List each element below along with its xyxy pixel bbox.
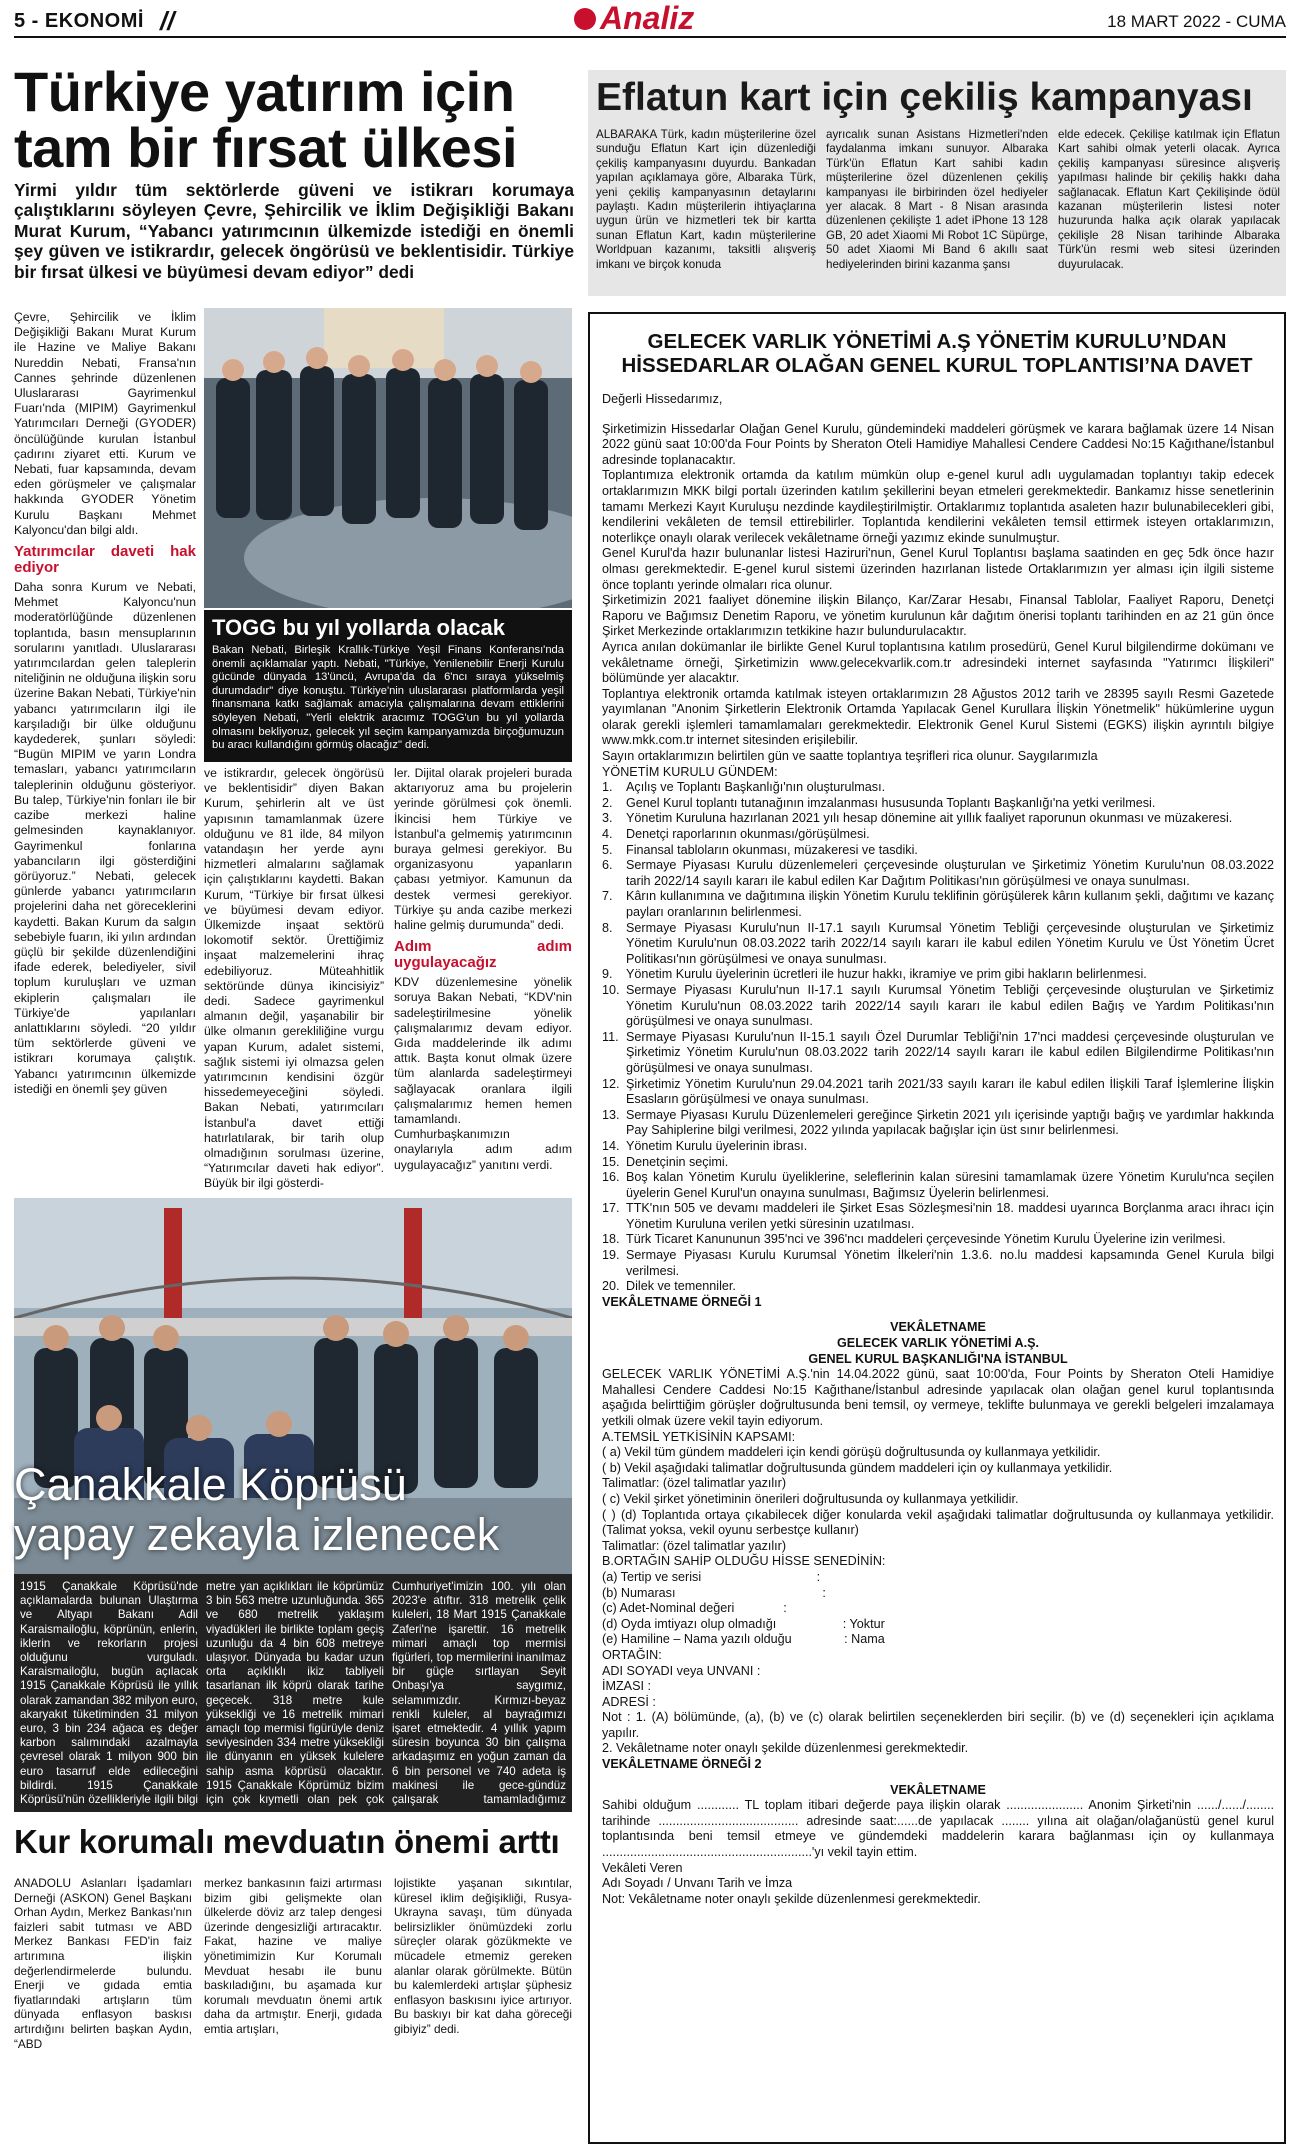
proxy-1-title: VEKÂLETNAME	[890, 1320, 986, 1335]
proxy-2-title: VEKÂLETNAME	[890, 1782, 986, 1797]
notice-paragraph: Ayrıca anılan dokümanlar ile birlikte Genel Kurul toplantısına katılım prosedürü, Genel Kurul bilgilendirme dokümanı ve vekâletname örneği, Şirketimizin www.gelecekvarlik.com.tr adresindeki internet sayfasında "Yatırımcı İlişkileri" bölümünde yer alacaktır.	[602, 639, 1274, 686]
proxy-2-line: Adı Soyadı / Unvanı Tarih ve İmza	[602, 1876, 793, 1891]
proxy-line: Talimatlar: (özel talimatlar yazılır)	[602, 1476, 787, 1491]
notice-paragraph: Genel Kurul'da hazır bulunanlar listesi Haziruri'nun, Genel Kurul Toplantısı başlama saatinden en geç 5dk önce hazır olması gerekmektedir. E-genel kurul sistemi üzerinden hazırlanan listede Ortaklarımızın yer alması için ilgili sisteme önce toplantı yerinde olmaları rica olunur.	[602, 546, 1274, 592]
proxy-line: ORTAĞIN:	[602, 1647, 662, 1662]
proxy-1-label: VEKÂLETNAME ÖRNEĞİ 1	[602, 1294, 762, 1309]
agenda-item: 16. Boş kalan Yönetim Kurulu üyeliklerine, seleflerinin kalan süresini tamamlamak üzere Yönetim Kurulu'nca seçilen üyelerin Genel Kurul'un onayına sunulması, Bağımsız Üyelerin belirlenmesi.	[602, 1170, 1274, 1200]
lead-body-3: ve istikrardır, gelecek öngörüsü ve beklentisidir” diyen Bakan Kurum, şehirlerin alt ve üst yapısının tamamlanmak üzere olduğunu ve 81 ilde, 84 milyon vatandaşın her yerde aynı hizmetleri almalarını sağlamak için çalıştıklarını kaydetti. Bakan Kurum, “Türkiye bir fırsat ülkesi ve büyümesi devam ediyor. Ülkemizde inşaat sektörü lokomotif sektör. Ürettiğimiz inşaat malzemelerini ihraç edebiliyoruz. Müteahhitlik sektöründe dünya ikincisiyiz” dedi. Sadece gayrimenkul almanın değil, yaşanabilir bir ülke olmanın gerekliliğine vurgu yapan Kurum, adalet sistemi, sağlık sistemi iyi olmazsa gelen yatırımcının kendisini özgür hissedemeyeceğini söyledi. Bakan Nebati, yatırımcıları İstanbul'a davet ettiği hatırlatılarak, bir tarih olup olmadığının sorulması üzerine, “Yatırımcılar daveti hak ediyor”. Büyük bir ilgi gösterdi-	[204, 766, 384, 1191]
agenda-item: 12. Şirketimiz Yönetim Kurulu'nun 29.04.2021 tarih 2021/33 sayılı kararı ile kabul edilen İlişkili Taraf İşlemlerine İlişkin Esasların görüşülmesi ve onaya sunulması.	[602, 1076, 1274, 1107]
proxy-2-line: Not: Vekâletname noter onaylı şekilde düzenlenmesi gerekmektedir.	[602, 1891, 981, 1906]
lead-column-1	[14, 310, 196, 1188]
section-label: 5 - EKONOMİ	[14, 10, 144, 32]
proxy-1-addressee: GENEL KURUL BAŞKANLIĞI'NA İSTANBUL	[808, 1351, 1068, 1366]
proxy-2-line: Vekâleti Veren	[602, 1860, 683, 1875]
agenda-item: 17. TTK'nın 505 ve devamı maddeleri ile Şirket Esas Sözleşmesi'nin 18. maddesi uyarınca Borçlanma aracı ihracı için Yönetim Kuruluna verilen yetki süresinin uzatılması.	[602, 1201, 1274, 1231]
lead-column-3	[394, 766, 572, 1192]
agenda-item: 10. Sermaye Piyasası Kurulu'nun II-17.1 sayılı Kurumsal Yönetim Tebliği çerçevesinde oluşturulan ve Şirketimiz Yönetim Kurulu'nun 08.03.2022 tarih 2022/14 sayılı kararı ile kabul edilen Bağış ve Yardım Politikası'nın görüşülmesi ve onaya sunulması.	[602, 982, 1274, 1029]
proxy-line: ( b) Vekil aşağıdaki talimatlar doğrultusunda gündem maddeleri için oy kullanmaya yetkilidir.	[602, 1460, 1113, 1475]
agenda-item: 20. Dilek ve temenniler.	[602, 1279, 736, 1294]
lead-subhead-2: Adım adım uygulayacağız	[394, 938, 572, 972]
ministers-photo-image	[204, 308, 572, 608]
agenda-item: 14. Yönetim Kurulu üyelerinin ibrası.	[602, 1138, 808, 1153]
notice-paragraph: Şirketimizin Hissedarlar Olağan Genel Kurulu, gündemindeki maddeleri görüşmek ve karara bağlamak üzere 14 Nisan 2022 günü saat 10:00'da Four Points by Sheraton Oteli Hamidiye Mahallesi Cendere Caddesi No:15 Kağıthane/İstanbul adresinde toplanacaktır.	[602, 421, 1274, 467]
lead-column-2	[204, 766, 384, 1192]
notice-greeting: Değerli Hissedarımız,	[602, 392, 723, 406]
logo	[574, 2, 754, 36]
agenda-item: 1. Açılış ve Toplantı Başkanlığı'nın oluşturulması.	[602, 780, 886, 795]
proxy-line: 2. Vekâletname noter onaylı şekilde düzenlenmesi gerekmektedir.	[602, 1741, 969, 1756]
proxy-line: Talimatlar: (özel talimatlar yazılır)	[602, 1538, 787, 1553]
kur-headline: Kur korumalı mevduatın önemi arttı	[14, 1823, 560, 1860]
proxy-line: Not : 1. (A) bölümünde, (a), (b) ve (c) olarak belirtilen seçeneklerden biri seçilir. (b) ve (d) seçenekleri için açıklama yapılır.	[602, 1710, 1274, 1740]
lead-body-2: Daha sonra Kurum ve Nebati, Mehmet Kalyoncu'nun moderatörlüğünde düzenlenen toplantıda, basın mensuplarının sorularını yanıtladı. Uluslararası yatırımcılardan gelen taleplerin niteliğinin ne olduğuna ilişkin soru üzerine Bakan Nebati, Türkiye'nin yabancı yatırımcıların ilgi ile karşıladığı bir ülke olduğunu kaydederek, şunları söyledi: “Bugün MIPIM ve yarın Londra temasları, yabancı yatırımcıların taleplerinin olduğunu gösteriyor. Bu talep, Türkiye'nin fonları ile bir cazibe merkezi haline gelmesinden kaynaklanıyor. Gayrimenkul fonlarına yabancıların ilgi gösterdiğini görüyoruz.” Nebati, gelecek günlerde yabancı yatırımcıların projelerini daha net göreceklerini kaydetti. Bakan Kurum da salgın sebebiyle fuarın, iki yılın ardından güçlü bir şekilde düzenlendiğini ifade ederek, belediyeler, sivil toplum kuruluşları ve uzman ekiplerin çalışmaları ile Türkiye'de yapılanları anlattıklarını söyledi. “20 yıldır tüm sektörlerde güveni ve istikrarı korumaya çalıştık. Yabancı yatırımcının ülkemizde istediği en önemli şey güven	[14, 580, 196, 1096]
proxy-line: İMZASI :	[602, 1679, 651, 1694]
proxy-line: ( c) Vekil şirket yönetiminin önerileri doğrultusunda oy kullanmaya yetkilidir.	[602, 1491, 1019, 1506]
canakkale-column-3: Cumhuriyet'imizin 100. yılı olan 2023'e atıftır. 318 metrelik çelik kuleleri, 18 Mart 1915 Çanakkale Zaferi'ne işarettir. 16 metrelik mimari amaçlı top mermisi figürleri, top mermilerini inanılmaz bir güçle sırtlayan Seyit Onbaşı'ya saygımız, selamımızdır. Kırmızı-beyaz renkli kuleler, al bayrağımızı işaret etmektedir. 4 yıllık yapım süresin boyunca 30 bin çalışma arkadaşımız en yoğun zaman da 6 bin personel ve 740 adeta iş makinesi ile gece-gündüz çalışarak tamamladığımız	[392, 1580, 566, 1807]
proxy-1-company: GELECEK VARLIK YÖNETİMİ A.Ş.	[837, 1336, 1039, 1351]
lead-deck: Yirmi yıldır tüm sektörlerde güveni ve istikrarı korumaya çalıştıklarını söyleyen Çevre, Şehircilik ve İklim Değişikliği Bakanı Murat Kurum, “Yabancı yatırımcının ülkemizde istediği en önemli şey güven ve istikrardır, gelecek öngörüsü ve beklentisidir. Türkiye bir fırsat ülkesi ve büyümesi devam ediyor” dedi	[14, 180, 574, 282]
notice-paragraph: Şirketimizin 2021 faaliyet dönemine ilişkin Bilanço, Kar/Zarar Hesabı, Finansal Tablolar, Faaliyet Raporu, Denetçi Raporu ve Bağımsız Denetim Raporu, ve yönetim kurulunun kâr dağıtım önerisi toplantı tarihinden en az 21 gün önce Şirket Merkezinde ortaklarımızın tetkikine hazır bulundurulacaktır.	[602, 593, 1274, 639]
agenda-item: 8. Sermaye Piyasası Kurulu'nun II-17.1 sayılı Kurumsal Yönetim Tebliği çerçevesinde oluşturulan ve Şirketimiz Yönetim Kurulu'nun 08.03.2022 tarih 2022/14 sayılı kararı ile kabul edilen Yönetim Kurulu ve Üst Yönetim Ücret Politikası'nın görüşülmesi ve onaya sunulması.	[602, 920, 1274, 966]
photo-caption-box	[204, 610, 572, 762]
proxy-line: (e) Hamiline – Nama yazılı olduğu : Nama	[602, 1632, 885, 1647]
proxy-line: ( a) Vekil tüm gündem maddeleri için kendi görüşü doğrultusunda oy kullanmaya yetkilidir.	[602, 1445, 1101, 1460]
notice-content	[602, 392, 1274, 2138]
agenda-item: 3. Yönetim Kuruluna hazırlanan 2021 yılı hesap dönemine ait yıllık faaliyet raporunun okunması ve müzakeresi.	[602, 811, 1233, 826]
lead-body-5: KDV düzenlemesine yönelik soruya Bakan Nebati, “KDV'nin sadeleştirilmesine yönelik çalışmalarımız devam ediyor. Gıda maddelerinde ilk adımı attık. Başta konut olmak üzere tüm alanlarda sadeleştirmeyi sağlayacak oranlara ilgili çalışmalarımız hemen hemen tamamlandı. Cumhurbaşkanımızın onaylarıyla adım adım uygulayacağız” yanıtını verdi.	[394, 975, 572, 1172]
eflatun-column-2: ayrıcalık sunan Asistans Hizmetleri'nden faydalanma imkanı sunuyor. Albaraka Türk'ün Eflatun Kart sahibi kadın müşterilerine özel düzenlenen çekiliş kampanyası ile birbirinden özel hediyeler yer alacak. 8 Mart - 8 Nisan arasında düzenlenen çekilişte 1 adet iPhone 13 128 GB, 20 adet Xiaomi Mi Robot 1C Süpürge, 50 adet Xiaomi Mi Band 6 akıllı saat hediyelerinden birini kazanma şansı	[826, 128, 1048, 271]
agenda-item: 5. Finansal tabloların okunması, müzakeresi ve tasdiki.	[602, 842, 918, 857]
notice-paragraph: Toplantıya elektronik ortamda katılmak isteyen ortaklarımızın 28 Ağustos 2012 tarih ve 28395 sayılı Resmi Gazetede yayımlanan "Anonim Şirketlerin Elektronik Ortamda Yapılacak Genel Kurullara İlişkin Yönetmelik" hükümlerine uygun olarak gerekli işlemleri tamamlamaları gerekmektedir. Elektronik Genel Kurul Sistemi (EGKS) ilişkin ayrıntılı bilgiye www.mkk.com.tr internet sitesinden erişilebilir.	[602, 686, 1274, 748]
proxy-2-line: Sahibi olduğum ............ TL toplam itibari değerde paya ilişkin olarak ...................... Anonim Şirketi'nin ....../....../........ tarihinde ........................................ adresinde saat:......de yapılacak ........ yılına ait olağan/olağanüstü genel kurul toplantısında beni temsil etmeye ve gündemdeki maddelerin karara bağlanması için oy kullanmaya ............................................................'yı vekil tayin ettim.	[602, 1798, 1274, 1860]
agenda-item: 4. Denetçi raporlarının okunması/görüşülmesi.	[602, 827, 870, 842]
canakkale-column-1: 1915 Çanakkale Köprüsü'nde açıklamalarda bulunan Ulaştırma ve Altyapı Bakanı Adil Karaismailoğlu, köprünün, enlerin, iklerin ve rekorların projesi olduğunu vurguladı. Karaismailoğlu, bugün açılacak 1915 Çanakkale Köprüsü ile yıllık olarak zamandan 382 milyon euro, akaryakıt tüketiminden 31 milyon euro, 3 bin 234 ağaca eş değer karbon salımındaki azalmayla çevresel olarak 1 milyon 900 bin euro tasarruf elde edileceğini bildirdi. 1915 Çanakkale Köprüsü'nün özellikleriyle ilgili bilgi	[20, 1580, 198, 1807]
canakkale-column-2: metre yan açıklıkları ile köprümüz 3 bin 563 metre uzunluğunda. 365 ve 680 metrelik yaklaşım viyadükleri ile birlikte toplam geçiş uzunluğu da 4 bin 608 metreye ulaşıyor. Dünyada bu kadar uzun orta açıklıklı ikiz tabliyeli tasarlanan ilk köprü olarak tarihe geçecek. 318 metre kule yüksekliği ve 16 metrelik mimari amaçlı top mermisi figürüyle deniz seviyesinden 334 metre yüksekliği ile dünyanın en yüksek kulelere sahip asma köprüsü olacaktır. 1915 Çanakkale Köprümüz bizim için çok kıymetli olan pek çok	[206, 1580, 384, 1807]
notice-paragraph: Toplantımıza elektronik ortamda da katılım mümkün olup e-genel kurul adlı uygulamadan toplantıyı takip edecek ortaklarımızın MKK bilgi portalı üzerinden katılım şekillerini beyan etmeleri gerekmektedir. Bankamız hisse senetlerinin tamamı Merkezi Kayıt Kuruluşu nezdinde kaydileştirilmiştir. Ortaklarımız toplantıda asaleten hazır bulunabilecekleri gibi, kendilerini vekâleten de temsil ettirebilirler. Toplantıda kendilerini vekâleten temsil ettirmek isteyen ortaklarımızın, noterlikçe onaylı olarak verilecek vekâletname örneği yazımız ekinde sunulmuştur.	[602, 468, 1274, 545]
eflatun-column-1: ALBARAKA Türk, kadın müşterilerine özel sunduğu Eflatun Kart için düzenlediği çekiliş kampanyasını duyurdu. Bankadan yapılan açıklamaya göre, Albaraka Türk, yeni çekiliş kampanyasının detaylarını paylaştı. Kadın müşterilerin ihtiyaçlarına uygun ürün ve hizmetleri tek bir kartta sunan Eflatun Kart, kadın müşterilerine Worldpuan kazanımı, taksitli alışveriş imkanı ve birçok konuda	[596, 128, 816, 271]
kur-column-1: ANADOLU Aslanları İşadamları Derneği (ASKON) Genel Başkanı Orhan Aydın, Merkez Bankası'nın faizleri sabit tutması ve ABD Merkez Bankası FED'in faiz artırımına ilişkin değerlendirmelerde bulundu. Enerji ve gıdada emtia fiyatlarındaki artışların tüm dünyada enflasyon baskısı artırdığını belirten başkan Aydın, “ABD	[14, 1876, 192, 2051]
proxy-line: ( ) (d) Toplantıda ortaya çıkabilecek diğer konularda vekil aşağıdaki talimatlar doğrultusunda oy kullanmaya yetkilidir. (Talimat yoksa, vekil oyunu serbestçe kullanır)	[602, 1507, 1274, 1538]
agenda-item: 2. Genel Kurul toplantı tutanağının imzalanması hususunda Toplantı Başkanlığı'na yetki verilmesi.	[602, 795, 1156, 810]
proxy-line: A.TEMSİL YETKİSİNİN KAPSAMI:	[602, 1429, 796, 1444]
agenda-item: 7. Kârın kullanımına ve dağıtımına ilişkin Yönetim Kurulu teklifinin görüşülerek kârın kullanım şekli, dağıtımı ve kazanç payları oranlarının belirlenmesi.	[602, 889, 1274, 919]
page-header	[14, 0, 1286, 38]
section-slashes: //	[160, 6, 175, 36]
proxy-line: B.ORTAĞIN SAHİP OLDUĞU HİSSE SENEDİNİN:	[602, 1554, 886, 1569]
lead-subhead: Yatırımcılar daveti hak ediyor	[14, 543, 196, 577]
logo-text: Analiz	[600, 0, 695, 36]
canakkale-headline-1: Çanakkale Köprüsü	[14, 1459, 407, 1510]
agenda-item: 6. Sermaye Piyasası Kurulu düzenlemeleri çerçevesinde oluşturulan ve Şirketimiz Yönetim Kurulu'nun 08.03.2022 tarih 2022/14 sayılı kararı ile kabul edilen Kar Dağıtım Politikası'nın görüşülmesi ve onaya sunulması.	[602, 858, 1274, 888]
agenda-title: YÖNETİM KURULU GÜNDEM:	[602, 764, 778, 779]
eflatun-headline: Eflatun kart için çekiliş kampanyası	[596, 76, 1253, 119]
notice-title-2: HİSSEDARLAR OLAĞAN GENEL KURUL TOPLANTISI’NA DAVET	[621, 354, 1253, 377]
proxy-line: (b) Numarası :	[602, 1585, 826, 1600]
kur-column-3: lojistikte yaşanan sıkıntılar, küresel iklim değişikliği, Rusya-Ukrayna savaşı, tüm dünyada belirsizlikler önümüzdeki zorlu süreçler olarak gözükmekte ve mücadele etmemiz gereken alanlar olarak görülmekte. Bütün bu kalemlerdeki artışlar şüphesiz enflasyon baskısını iyice artırıyor. Bu baskıyı bir kat daha göreceği gibiyiz” dedi.	[394, 1876, 572, 2036]
proxy-line: ADRESİ :	[602, 1694, 656, 1709]
ministers-photo	[204, 308, 572, 608]
eflatun-column-3: elde edecek. Çekilişe katılmak için Eflatun Kart sahibi olmak yeterli olacak. Ayrıca çekiliş kampanyası süresince alışveriş yapılması halinde bir çekiliş hakkı daha sağlanacak. Eflatun Kart Çekilişinde ödül kazanan müşterilerin listesi noter huzurunda halka açık olarak yapılacak çekilişle 28 Nisan tarihinde Albaraka Türk'ün resmi web sitesi üzerinden duyurulacak.	[1058, 128, 1280, 271]
issue-date: 18 MART 2022 - CUMA	[1107, 12, 1286, 31]
photo-caption-title: TOGG bu yıl yollarda olacak	[212, 615, 506, 640]
agenda-item: 19. Sermaye Piyasası Kurulu Kurumsal Yönetim İlkeleri'nin 1.3.6. no.lu maddesi kapsamında Genel Kurula bilgi verilmesi.	[602, 1248, 1274, 1278]
lead-body-1: Çevre, Şehircilik ve İklim Değişikliği Bakanı Murat Kurum ile Hazine ve Maliye Bakanı Nureddin Nebati, Fransa'nın Cannes şehrinde düzenlenen Uluslararası Gayrimenkul Fuarı'nda (MIPIM) Gayrimenkul Yatırımcıları Derneği (GYODER) öncülüğünde kurulan İstanbul çadırını ziyaret etti. Kurum ve Nebati, fuar kapsamında, devam eden görüşmeler ve çalışmalar hakkında GYODER Yönetim Kurulu Başkanı Mehmet Kalyoncu'dan bilgi aldı.	[14, 310, 196, 537]
header-rule	[14, 36, 1286, 38]
agenda-item: 15. Denetçinin seçimi.	[602, 1154, 729, 1169]
proxy-1-body: GELECEK VARLIK YÖNETİMİ A.Ş.'nin 14.04.2022 günü, saat 10:00'da, Four Points by Sheraton Oteli Hamidiye Mahallesi Cendere Caddesi No:15 Kağıthane/İstanbul adresinde yapılacak olan olağan genel kurul toplantısında aşağıda belirttiğim görüşler doğrultusunda beni temsil, oy vermeye, teklifte bulunmaya ve gerekli belgeleri imzalamaya yetkili olmak üzere vekil tayin ediyorum.	[602, 1367, 1274, 1428]
proxy-line: (c) Adet-Nominal değeri :	[602, 1601, 787, 1616]
agenda-item: 13. Sermaye Piyasası Kurulu Düzenlemeleri gereğince Şirketin 2021 yılı içerisinde yaptığı bağış ve yardımlar hakkında Pay Sahiplerine bilgi verilmesi, 2022 yılında yapılacak bağışlar için üst sınır belirlenmesi.	[602, 1107, 1274, 1138]
notice-paragraph: Sayın ortaklarımızın belirtilen gün ve saatte toplantıya teşrifleri rica olunur. Saygılarımızla	[602, 749, 1098, 764]
proxy-line: (d) Oyda imtiyazı olup olmadığı : Yoktur	[602, 1616, 885, 1631]
lead-headline: Türkiye yatırım için tam bir fırsat ülkesi	[14, 60, 518, 179]
agenda-list	[602, 780, 1274, 1295]
lead-body-4: ler. Dijital olarak projeleri burada aktarıyoruz ama bu projelerin yerinde görülmesi çok önemli. İkincisi hem Türkiye ve İstanbul'a gelmemiş yatırımcının buraya gelmesi gerekiyor. Bu organizasyonu yapanların çabası yetmiyor. Kamunun da destek vermesi gerekiyor. Türkiye şu anda cazibe merkezi haline gelmiş durumunda” dedi.	[394, 766, 572, 933]
agenda-item: 11. Sermaye Piyasası Kurulu'nun II-15.1 sayılı Özel Durumlar Tebliği'nin 17'nci maddesi çerçevesinde oluşturulan ve Şirketimiz Yönetim Kurulu'nun 08.03.2022 tarih 2022/14 sayılı kararı ile kabul edilen Bilgilendirme Politikası'nın görüşülmesi ve onaya sunulması.	[602, 1029, 1274, 1075]
notice-title-1: GELECEK VARLIK YÖNETİMİ A.Ş YÖNETİM KURULU’NDAN	[647, 330, 1227, 353]
proxy-line: (a) Tertip ve serisi :	[602, 1569, 821, 1584]
photo-caption-text: Bakan Nebati, Birleşik Krallık-Türkiye Yeşil Finans Konferansı'nda önemli açıklamalar yaptı. Nebati, "Türkiye, Yenilenebilir Enerji Kurulu gücünde dünyada 13'üncü, Avrupa'da da 6'ncı sıraya yükselmiş durumdadır" diye konuştu. Türkiye'nin uluslararası platformlarda yeşil finansmana katkı sağlamak amacıyla çalışmalarına devam ettiklerini söyleyen Nebati, "Yerli elektrik aracımız TOGG'un bu yıl yollarda olmasını bekliyoruz, gelecek yıl seçim kampanyamızda birçoğumuzun bu aracı kullandığını görmüş olacağız" dedi.	[212, 644, 564, 752]
agenda-item: 9. Yönetim Kurulu üyelerinin ücretleri ile huzur hakkı, ikramiye ve prim gibi hakların belirlenmesi.	[602, 967, 1147, 982]
agenda-item: 18. Türk Ticaret Kanununun 395'nci ve 396'ncı maddeleri çerçevesinde Yönetim Kurulu Üyelerine izin verilmesi.	[602, 1232, 1226, 1247]
logo-globe-icon	[574, 8, 596, 30]
kur-column-2: merkez bankasının faizi artırması bizim gibi gelişmekte olan ülkelerde döviz arz talep dengesi üzerinde dengesizliği artıracaktır. Fakat, hazine ve maliye yönetimimizin Kur Korumalı Mevduat hesabı ile bunu baskıladığını, bu aşamada kur korumalı mevduatın önemi artık daha da artmıştır. Enerji, gıdada emtia artışları,	[204, 1876, 382, 2036]
proxy-line: ADI SOYADI veya UNVANI :	[602, 1663, 761, 1678]
proxy-2-label: VEKÂLETNAME ÖRNEĞİ 2	[602, 1757, 762, 1772]
canakkale-headline-2: yapay zekayla izlenecek	[14, 1509, 500, 1560]
